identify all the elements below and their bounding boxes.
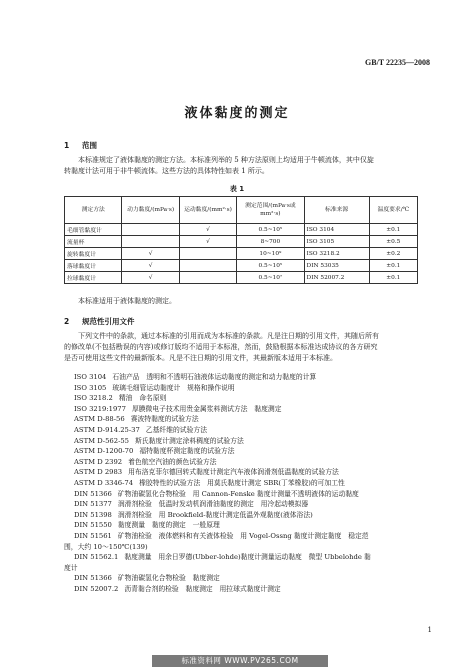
reference-item: ASTM D-562-55 斯氏黏度计测定涂料稠度的试验方法 (74, 436, 244, 445)
table-note: 本标准适用于液体黏度的测定。 (78, 297, 176, 305)
reference-item: DIN 51366 矿物油碳氢化合物检验 用 Cannon-Fenske 黏度计测量不透明液体的运动黏度 (74, 489, 359, 498)
reference-item: DIN 51366 矿物油碳氢化合物检验 黏度测定 (74, 574, 220, 583)
table-row: 流量杯 √ 8~700 ISO 3105 ±0.5 (65, 236, 418, 248)
reference-item: ISO 3219:1977 厚膜微电子技术用贵金属浆料测试方法 黏度测定 (74, 404, 282, 413)
watermark: 标准资料网 WWW.PV265.COM (152, 655, 328, 667)
reference-item: DIN 51562.1 黏度测量 用余日罗德(Ubber-lohde)黏度计测量运动黏度 微型 Ubbelohde 黏 (74, 553, 371, 562)
standard-code: GB/T 22235—2008 (365, 58, 430, 67)
reference-item: ISO 3105 玻璃毛细管运动黏度计 规格和操作说明 (74, 383, 235, 392)
reference-item: ASTM D 3346-74 橡胶特性的试验方法 用莫氏黏度计测定 SBR(丁苯橡胶)的可加工性 (74, 478, 345, 487)
page-number: 1 (427, 626, 432, 634)
table-row: 毛细管黏度计 √ 0.5~10⁵ ISO 3104 ±0.1 (65, 224, 418, 236)
reference-item: ASTM D 2392 着色航空汽油的颜色试验方法 (74, 457, 217, 466)
reference-item: ASTM D-1200-70 福特黏度杯测定黏度的试验方法 (74, 447, 235, 456)
table-row: 落球黏度计 √ 0.5~10⁵ DIN 53035 ±0.1 (65, 260, 418, 272)
section-2-paragraph: 下列文件中的条款，通过本标准的引用而成为本标准的条款。凡是注日期的引用文件，其随后所有 的修改单(不包括勘误的内容)或修订版均不适用于本标准，然而，鼓励根据本标准达成协议的各方研究 是否可使用这些文件的最新版本。凡是不注日期的引用文件，其最新版本适用于本标准。 (64, 332, 379, 362)
section-2-heading: 2 规范性引用文件 (64, 317, 135, 326)
reference-item: ASTM D-88-56 赛波特黏度的试验方法 (74, 415, 199, 424)
table-caption: 表 1 (229, 185, 245, 193)
reference-item-continued: 度计 (64, 563, 78, 572)
methods-table (64, 196, 418, 284)
table-header-row: 测定方法 动力黏度/(mPa·s) 运动黏度/(mm²·s) 测定范围/(mPa·s或 mm²·s) 标准来源 温度要求/℃ (65, 197, 418, 224)
section-1-paragraph: 本标准规定了液体黏度的测定方法。本标准列举的 5 种方法原则上均适用于牛顿流体，其中仅旋 转黏度计法可用于非牛顿流体。这些方法的具体特性如表 1 所示。 (64, 156, 374, 175)
reference-list (64, 372, 434, 594)
reference-item: ISO 3218.2 精油 命名原则 (74, 394, 167, 403)
reference-item: DIN 51398 润滑剂检验 用 Brookfield-黏度计测定低温外观黏度(液体浴法) (74, 510, 313, 519)
section-1-heading: 1 范围 (64, 141, 97, 150)
reference-item: ISO 3104 石油产品 透明和不透明石油液体运动黏度的测定和动力黏度的计算 (74, 373, 317, 381)
table-row: 旋转黏度计 √ 10~10⁹ ISO 3218.2 ±0.2 (65, 248, 418, 260)
reference-item: DIN 52007.2 沥青黏合剂的检验 黏度测定 用拉球式黏度计测定 (74, 584, 281, 593)
reference-item: DIN 51561 矿物油检验 液体燃料和有关液体检验 用 Vogel-Ossng 黏度计测定黏度 稳定范 (74, 531, 369, 540)
reference-item: DIN 51377 润滑剂检验 低温时发动机润滑油黏度的测定 用冷起动模拟器 (74, 500, 309, 509)
reference-item: DIN 51550 黏度测量 黏度的测定 一般原理 (74, 521, 220, 530)
document-title: 液体黏度的测定 (184, 106, 290, 121)
table-row: 拉球黏度计 √ 0.5~10⁷ DIN 52007.2 ±0.1 (65, 272, 418, 284)
reference-item: ASTM D-914.25-37 乙基纤维的试验方法 (74, 425, 207, 434)
reference-item-continued: 围，大约 10～150℃(139) (64, 542, 148, 551)
reference-item: ASTM D 2983 用布洛克菲尔德回转式黏度计测定汽车液体润滑剂低温黏度的试验方法 (74, 468, 339, 477)
